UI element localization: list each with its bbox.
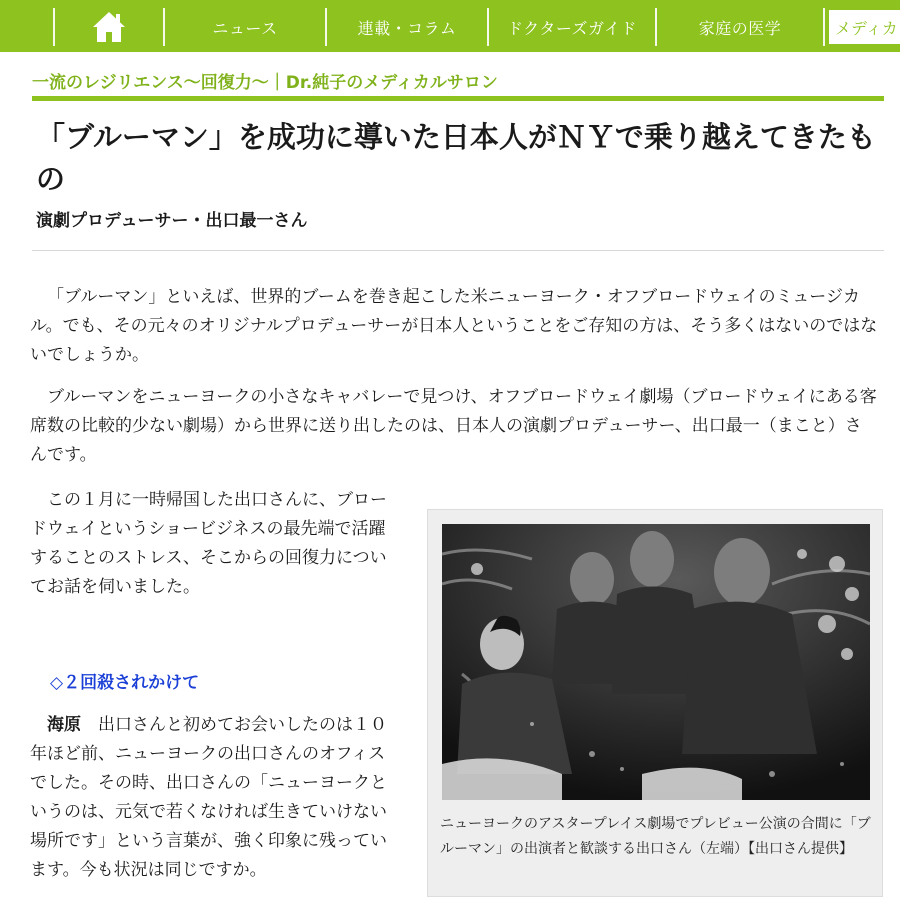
article-paragraph: 「ブルーマン」といえば、世界的ブームを巻き起こした米ニューヨーク・オフブロードウェイのミュージカル。でも、その元々のオリジナルプロデューサーが日本人ということをご存知の方は、そう多くはないのではないでしょうか。 xyxy=(30,287,878,365)
series-header xyxy=(32,66,884,101)
nav-home-button[interactable] xyxy=(55,8,163,46)
photo-illustration xyxy=(442,524,870,800)
nav-item-medical-active[interactable]: メディカ xyxy=(829,10,900,44)
article-photo[interactable] xyxy=(442,524,870,800)
article-figure xyxy=(427,509,883,897)
section-heading: ◇２回殺されかけて xyxy=(50,673,200,693)
nav-item-doctors-guide[interactable]: ドクターズガイド xyxy=(506,18,638,38)
divider xyxy=(32,250,884,251)
dialogue-paragraph xyxy=(30,711,394,885)
dialogue-text: 出口さんと初めてお会いしたのは１０年ほど前、ニューヨークの出口さんのオフィスでした。その時、出口さんの「ニューヨークというのは、元気で若くなければ生きていけない場所です」という言葉が、強く印象に残っています。今も状況は同じですか。 xyxy=(30,715,387,880)
series-title-link[interactable]: 一流のレジリエンス〜回復力〜｜Dr.純子のメディカルサロン xyxy=(32,73,498,93)
nav-item-news[interactable]: ニュース xyxy=(212,18,278,38)
nav-item-home-medicine[interactable]: 家庭の医学 xyxy=(698,18,782,38)
nav-divider xyxy=(823,8,825,46)
article-paragraph: ブルーマンをニューヨークの小さなキャバレーで見つけ、オフブロードウェイ劇場（ブロードウェイにある客席数の比較的少ない劇場）から世界に送り出したのは、日本人の演劇プロデューサー、出口最一（まこと）さんです。 xyxy=(30,387,877,465)
article-headline: 「ブルーマン」を成功に導いた日本人がＮＹで乗り越えてきたもの xyxy=(36,120,876,196)
speaker-name: 海原 xyxy=(47,715,81,735)
nav-item-columns[interactable]: 連載・コラム xyxy=(357,18,457,38)
home-icon xyxy=(91,10,127,44)
article-subhead: 演劇プロデューサー・出口最一さん xyxy=(36,211,308,231)
photo-caption: ニューヨークのアスタープレイス劇場でプレビュー公演の合間に「ブルーマン」の出演者と歓談する出口さん（左端）【出口さん提供】 xyxy=(440,816,871,857)
top-nav xyxy=(0,0,900,52)
article-paragraph: この１月に一時帰国した出口さんに、ブロードウェイというショービジネスの最先端で活躍することのストレス、そこからの回復力についてお話を伺いました。 xyxy=(30,490,387,597)
